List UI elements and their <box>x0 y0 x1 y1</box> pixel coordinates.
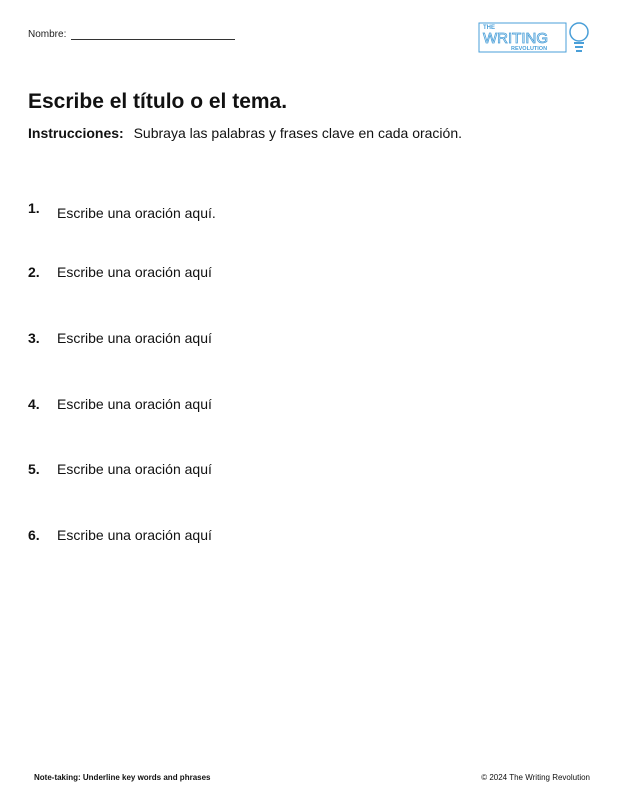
item-sentence[interactable]: Escribe una oración aquí <box>57 264 212 280</box>
item-sentence[interactable]: Escribe una oración aquí <box>57 527 212 543</box>
item-number: 1. <box>28 200 40 216</box>
logo-line2: WRITING <box>483 30 548 47</box>
logo-line1: THE <box>483 25 495 31</box>
page-title: Escribe el título o el tema. <box>28 90 288 113</box>
item-number: 4. <box>28 396 40 412</box>
item-number: 5. <box>28 461 40 477</box>
item-sentence[interactable]: Escribe una oración aquí <box>57 396 212 412</box>
item-sentence[interactable]: Escribe una oración aquí. <box>57 205 216 221</box>
writing-revolution-logo <box>478 18 593 58</box>
instructions-text: Subraya las palabras y frases clave en cada oración. <box>133 125 462 141</box>
instructions-label: Instrucciones: <box>28 125 124 141</box>
name-label: Nombre: <box>28 29 67 40</box>
item-number: 2. <box>28 264 40 280</box>
item-number: 6. <box>28 527 40 543</box>
item-number: 3. <box>28 330 40 346</box>
logo-line3: REVOLUTION <box>511 46 548 52</box>
item-sentence[interactable]: Escribe una oración aquí <box>57 330 212 346</box>
item-sentence[interactable]: Escribe una oración aquí <box>57 461 212 477</box>
name-row <box>28 28 235 40</box>
lightbulb-icon <box>570 23 588 52</box>
footer-copyright: © 2024 The Writing Revolution <box>481 773 590 782</box>
instructions <box>28 125 462 141</box>
footer-note: Note-taking: Underline key words and phrases <box>34 773 211 782</box>
name-field[interactable] <box>71 28 235 40</box>
